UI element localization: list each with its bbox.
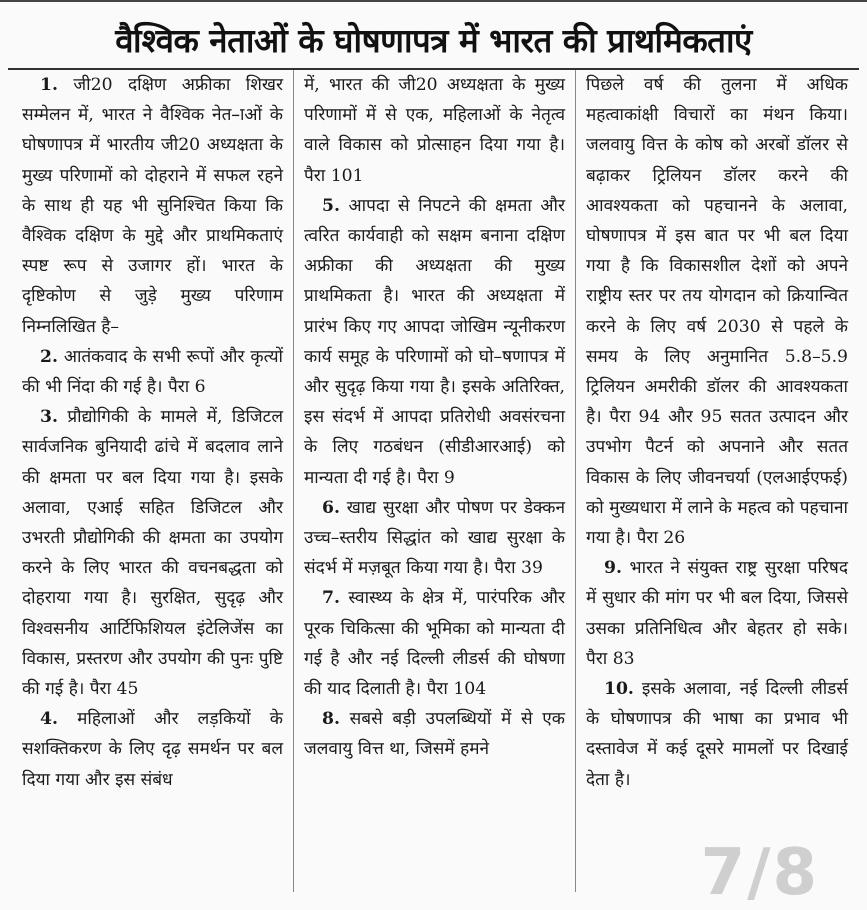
paragraph-number: 5.: [322, 195, 340, 216]
paragraph-number: 2.: [40, 346, 58, 367]
paragraph-text: जी20 दक्षिण अफ्रीका शिखर सम्मेलन में, भारत ने वैश्विक नेत–ाओं के घोषणापत्र में भारतीय जी20 अध्यक्षता के मुख्य परिणामों को दोहराने में सफल रहने के साथ ही यह भी सुनिश्चित किया कि वैश्विक दक्षिण के मुद्दे और प्राथमिकताएं स्पष्ट रूप से उजागर हों। भारत के दृष्टिकोण से जुड़े मुख्य परिणाम निम्नलिखित है–: [22, 75, 283, 337]
paragraph-number: 4.: [40, 709, 58, 730]
article-body: [12, 70, 859, 892]
paragraph: [586, 70, 848, 553]
paragraph: [22, 402, 283, 704]
paragraph: [304, 191, 565, 493]
paragraph: [586, 553, 848, 674]
paragraph-text: इसके अलावा, नई दिल्ली लीडर्स के घोषणापत्र की भाषा का प्रभाव भी दस्तावेज में कई दूसरे मामलों पर दिखाई देता है।: [586, 679, 848, 790]
paragraph-text: प्रौद्योगिकी के मामले में, डिजिटल सार्वजनिक बुनियादी ढांचे में बदलाव लाने की क्षमता पर बल दिया गया है। इसके अलावा, एआई सहित डिजिटल और उभरती प्रौद्योगिकी की क्षमता का उपयोग करने के लिए भारत की वचनबद्धता को दोहराया गया है। सुरक्षित, सुदृढ़ और विश्वसनीय आर्टिफिशियल इंटेलिजेंस का विकास, प्रस्तरण और उपयोग की पुनः पुष्टि की गई है। पैरा 45: [22, 407, 283, 700]
paragraph-text: सबसे बड़ी उपलब्धियों में से एक जलवायु वित्त था, जिसमें हमने: [304, 709, 565, 760]
paragraph-number: 8.: [322, 709, 340, 730]
paragraph: [586, 674, 848, 795]
paragraph-text: आपदा से निपटने की क्षमता और त्वरित कार्यवाही को सक्षम बनाना दक्षिण अफ्रीका की अध्यक्षता की मुख्य प्राथमिकता है। भारत की अध्यक्षता में प्रारंभ किए गए आपदा जोखिम न्यूनीकरण कार्य समूह के परिणामों को घो–षणापत्र में और सुदृढ़ किया गया है। इसके अतिरिक्त, इस संदर्भ में आपदा प्रतिरोधी अवसंरचना के लिए गठबंधन (सीडीआरआई) को मान्यता दी गई है। पैरा 9: [304, 195, 565, 488]
column-1: [12, 70, 294, 892]
top-border: [0, 0, 867, 8]
paragraph-text: खाद्य सुरक्षा और पोषण पर डेक्कन उच्च–स्तरीय सिद्धांत को खाद्य सुरक्षा के संदर्भ में मज़बूत किया गया है। पैरा 39: [304, 497, 565, 579]
paragraph-number: 10.: [604, 679, 634, 700]
page-number-marker: 7/8: [700, 836, 819, 910]
article-headline: वैश्विक नेताओं के घोषणापत्र में भारत की प्राथमिकताएं: [115, 20, 752, 60]
paragraph-number: 7.: [322, 588, 340, 609]
paragraph-text: आतंकवाद के सभी रूपों और कृत्यों की भी निंदा की गई है। पैरा 6: [22, 346, 283, 398]
paragraph: [304, 70, 565, 191]
column-2: [294, 70, 576, 892]
column-3: [576, 70, 858, 892]
paragraph-number: 9.: [604, 558, 622, 579]
paragraph: [304, 704, 565, 764]
paragraph-text: भारत ने संयुक्त राष्ट्र सुरक्षा परिषद में सुधार की मांग पर भी बल दिया, जिससे उसका प्रतिनिधित्व और बेहतर हो सके। पैरा 83: [586, 558, 848, 669]
paragraph-text: महिलाओं और लड़कियों के सशक्तिकरण के लिए दृढ़ समर्थन पर बल दिया गया और इस संबंध: [22, 709, 283, 790]
paragraph-number: 1.: [40, 75, 58, 95]
paragraph: [304, 493, 565, 584]
paragraph-text: में, भारत की जी20 अध्यक्षता के मुख्य परिणामों में से एक, महिलाओं के नेतृत्व वाले विकास को प्रोत्साहन दिया गया है। पैरा 101: [304, 75, 565, 186]
paragraph-number: 6.: [322, 497, 340, 518]
paragraph-number: 3.: [40, 407, 58, 428]
paragraph: [22, 704, 283, 795]
paragraph: [22, 342, 283, 402]
paragraph: [22, 70, 283, 342]
paragraph-text: स्वास्थ्य के क्षेत्र में, पारंपरिक और पूरक चिकित्सा की भूमिका को मान्यता दी गई है और नई दिल्ली लीडर्स की घोषणा की याद दिलाती है। पैरा 104: [304, 588, 565, 700]
paragraph-text: पिछले वर्ष की तुलना में अधिक महत्वाकांक्षी विचारों का मंथन किया। जलवायु वित्त के कोष को अरबों डॉलर से बढ़ाकर ट्रिलियन डॉलर करने की आवश्यकता को पहचानने के अलावा, घोषणापत्र में इस बात पर भी बल दिया गया है कि विकासशील देशों को अपने राष्ट्रीय स्तर पर तय योगदान को क्रियान्वित करने के लिए वर्ष 2030 से पहले के समय के लिए अनुमानित 5.8–5.9 ट्रिलियन अमरीकी डॉलर की आवश्यकता है। पैरा 94 और 95 सतत उत्पादन और उपभोग पैटर्न को अपनाने और सतत विकास के लिए जीवनचर्या (एलआईएफई) को मुख्यधारा में लाने के महत्व को पहचाना गया है। पैरा 26: [586, 75, 848, 549]
paragraph: [304, 583, 565, 704]
